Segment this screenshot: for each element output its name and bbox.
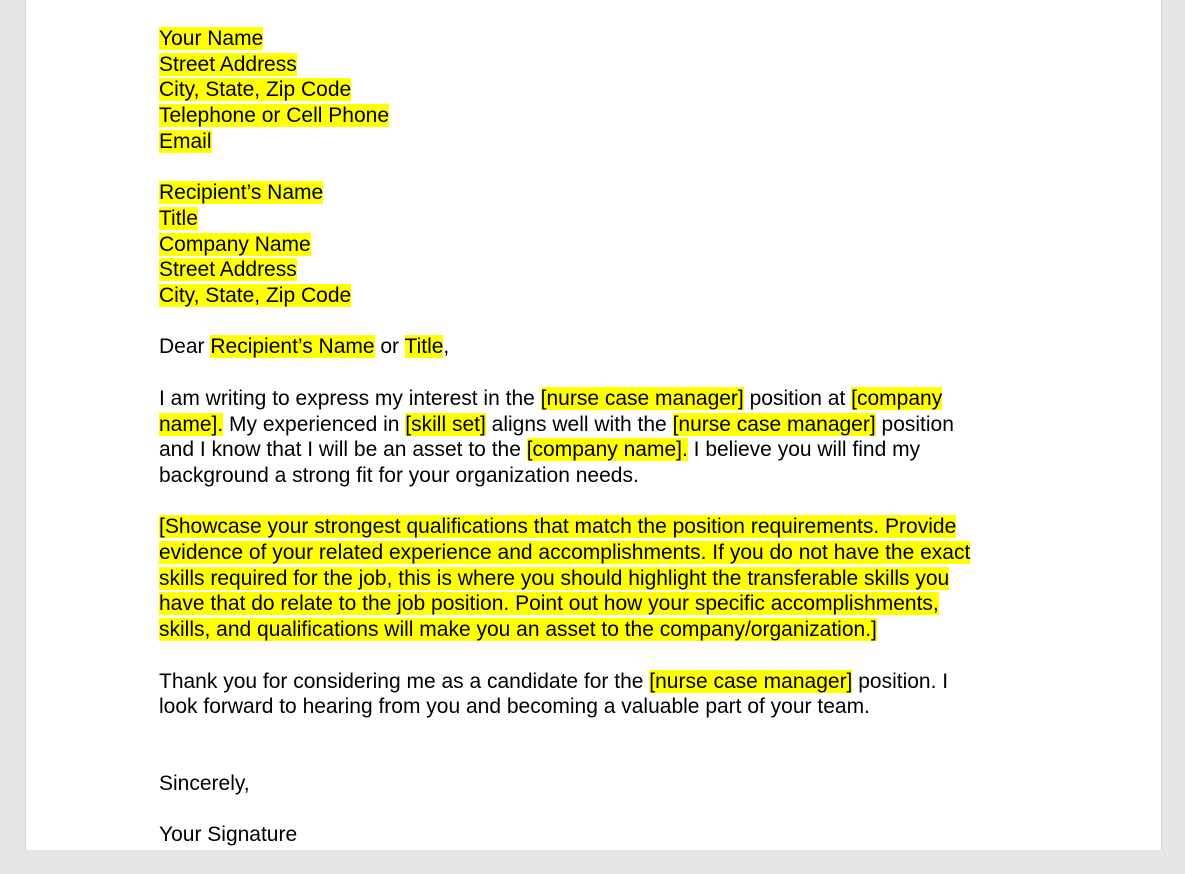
sender-street: Street Address: [159, 52, 297, 76]
text-run: Thank you for considering me as a candidate for the: [159, 669, 650, 693]
placeholder-position: [nurse case manager]: [540, 386, 744, 410]
qualifications-line: evidence of your related experience and accomplishments. If you do not have the exact: [159, 541, 971, 564]
sender-email: Email: [159, 129, 212, 153]
text-run: aligns well with the: [485, 412, 673, 436]
recipient-company: Company Name: [159, 232, 311, 256]
thank-you-paragraph: [159, 669, 1039, 720]
text-run: I am writing to express my interest in the: [159, 386, 541, 410]
placeholder-position: [nurse case manager]: [649, 669, 853, 693]
sender-name: Your Name: [159, 27, 264, 50]
letter-body[interactable]: [159, 26, 1039, 874]
salutation-title: Title: [404, 335, 444, 359]
recipient-block: [159, 180, 1039, 309]
text-line: look forward to hearing from you and becoming a valuable part of your team.: [159, 695, 870, 719]
placeholder-company-name: [company name].: [526, 438, 688, 462]
closing: [159, 771, 1039, 797]
text-run: position: [875, 412, 954, 436]
placeholder-position: [nurse case manager]: [672, 412, 876, 436]
salutation-or: or: [374, 335, 405, 359]
document-page: [25, 0, 1162, 850]
text-run: I believe you will find my: [687, 438, 921, 462]
qualifications-line: have that do relate to the job position. Point out how your specific accomplishments,: [159, 592, 939, 616]
text-run: position at: [743, 386, 852, 410]
text-run: position. I: [852, 669, 949, 693]
sender-phone: Telephone or Cell Phone: [159, 104, 389, 128]
intro-paragraph: [159, 386, 1039, 489]
qualifications-line: skills, and qualifications will make you an asset to the company/organization.]: [159, 618, 877, 642]
closing-signature: Your Signature: [159, 823, 298, 847]
salutation-comma: ,: [443, 335, 450, 359]
recipient-street: Street Address: [159, 258, 297, 282]
qualifications-line: [Showcase your strongest qualifications that match the position requirements. Provide: [159, 515, 957, 539]
recipient-city: City, State, Zip Code: [159, 284, 352, 308]
salutation: [159, 334, 1039, 360]
qualifications-line: skills required for the job, this is where you should highlight the transferable skills you: [159, 566, 950, 590]
text-run: My experienced in: [223, 412, 406, 436]
placeholder-company: name].: [159, 412, 224, 436]
placeholder-company: [company: [851, 386, 943, 410]
placeholder-skill-set: [skill set]: [405, 412, 486, 436]
text-line: background a strong fit for your organization needs.: [159, 463, 639, 487]
closing-sincerely: Sincerely,: [159, 771, 250, 795]
salutation-name: Recipient’s Name: [210, 335, 375, 359]
signature-block: [159, 822, 1039, 848]
salutation-dear: Dear: [159, 335, 211, 359]
sender-city: City, State, Zip Code: [159, 78, 352, 102]
sender-block: [159, 26, 1039, 155]
qualifications-paragraph: [159, 514, 1039, 643]
recipient-name: Recipient’s Name: [159, 181, 324, 205]
text-run: and I know that I will be an asset to the: [159, 438, 527, 462]
recipient-title: Title: [159, 206, 198, 230]
